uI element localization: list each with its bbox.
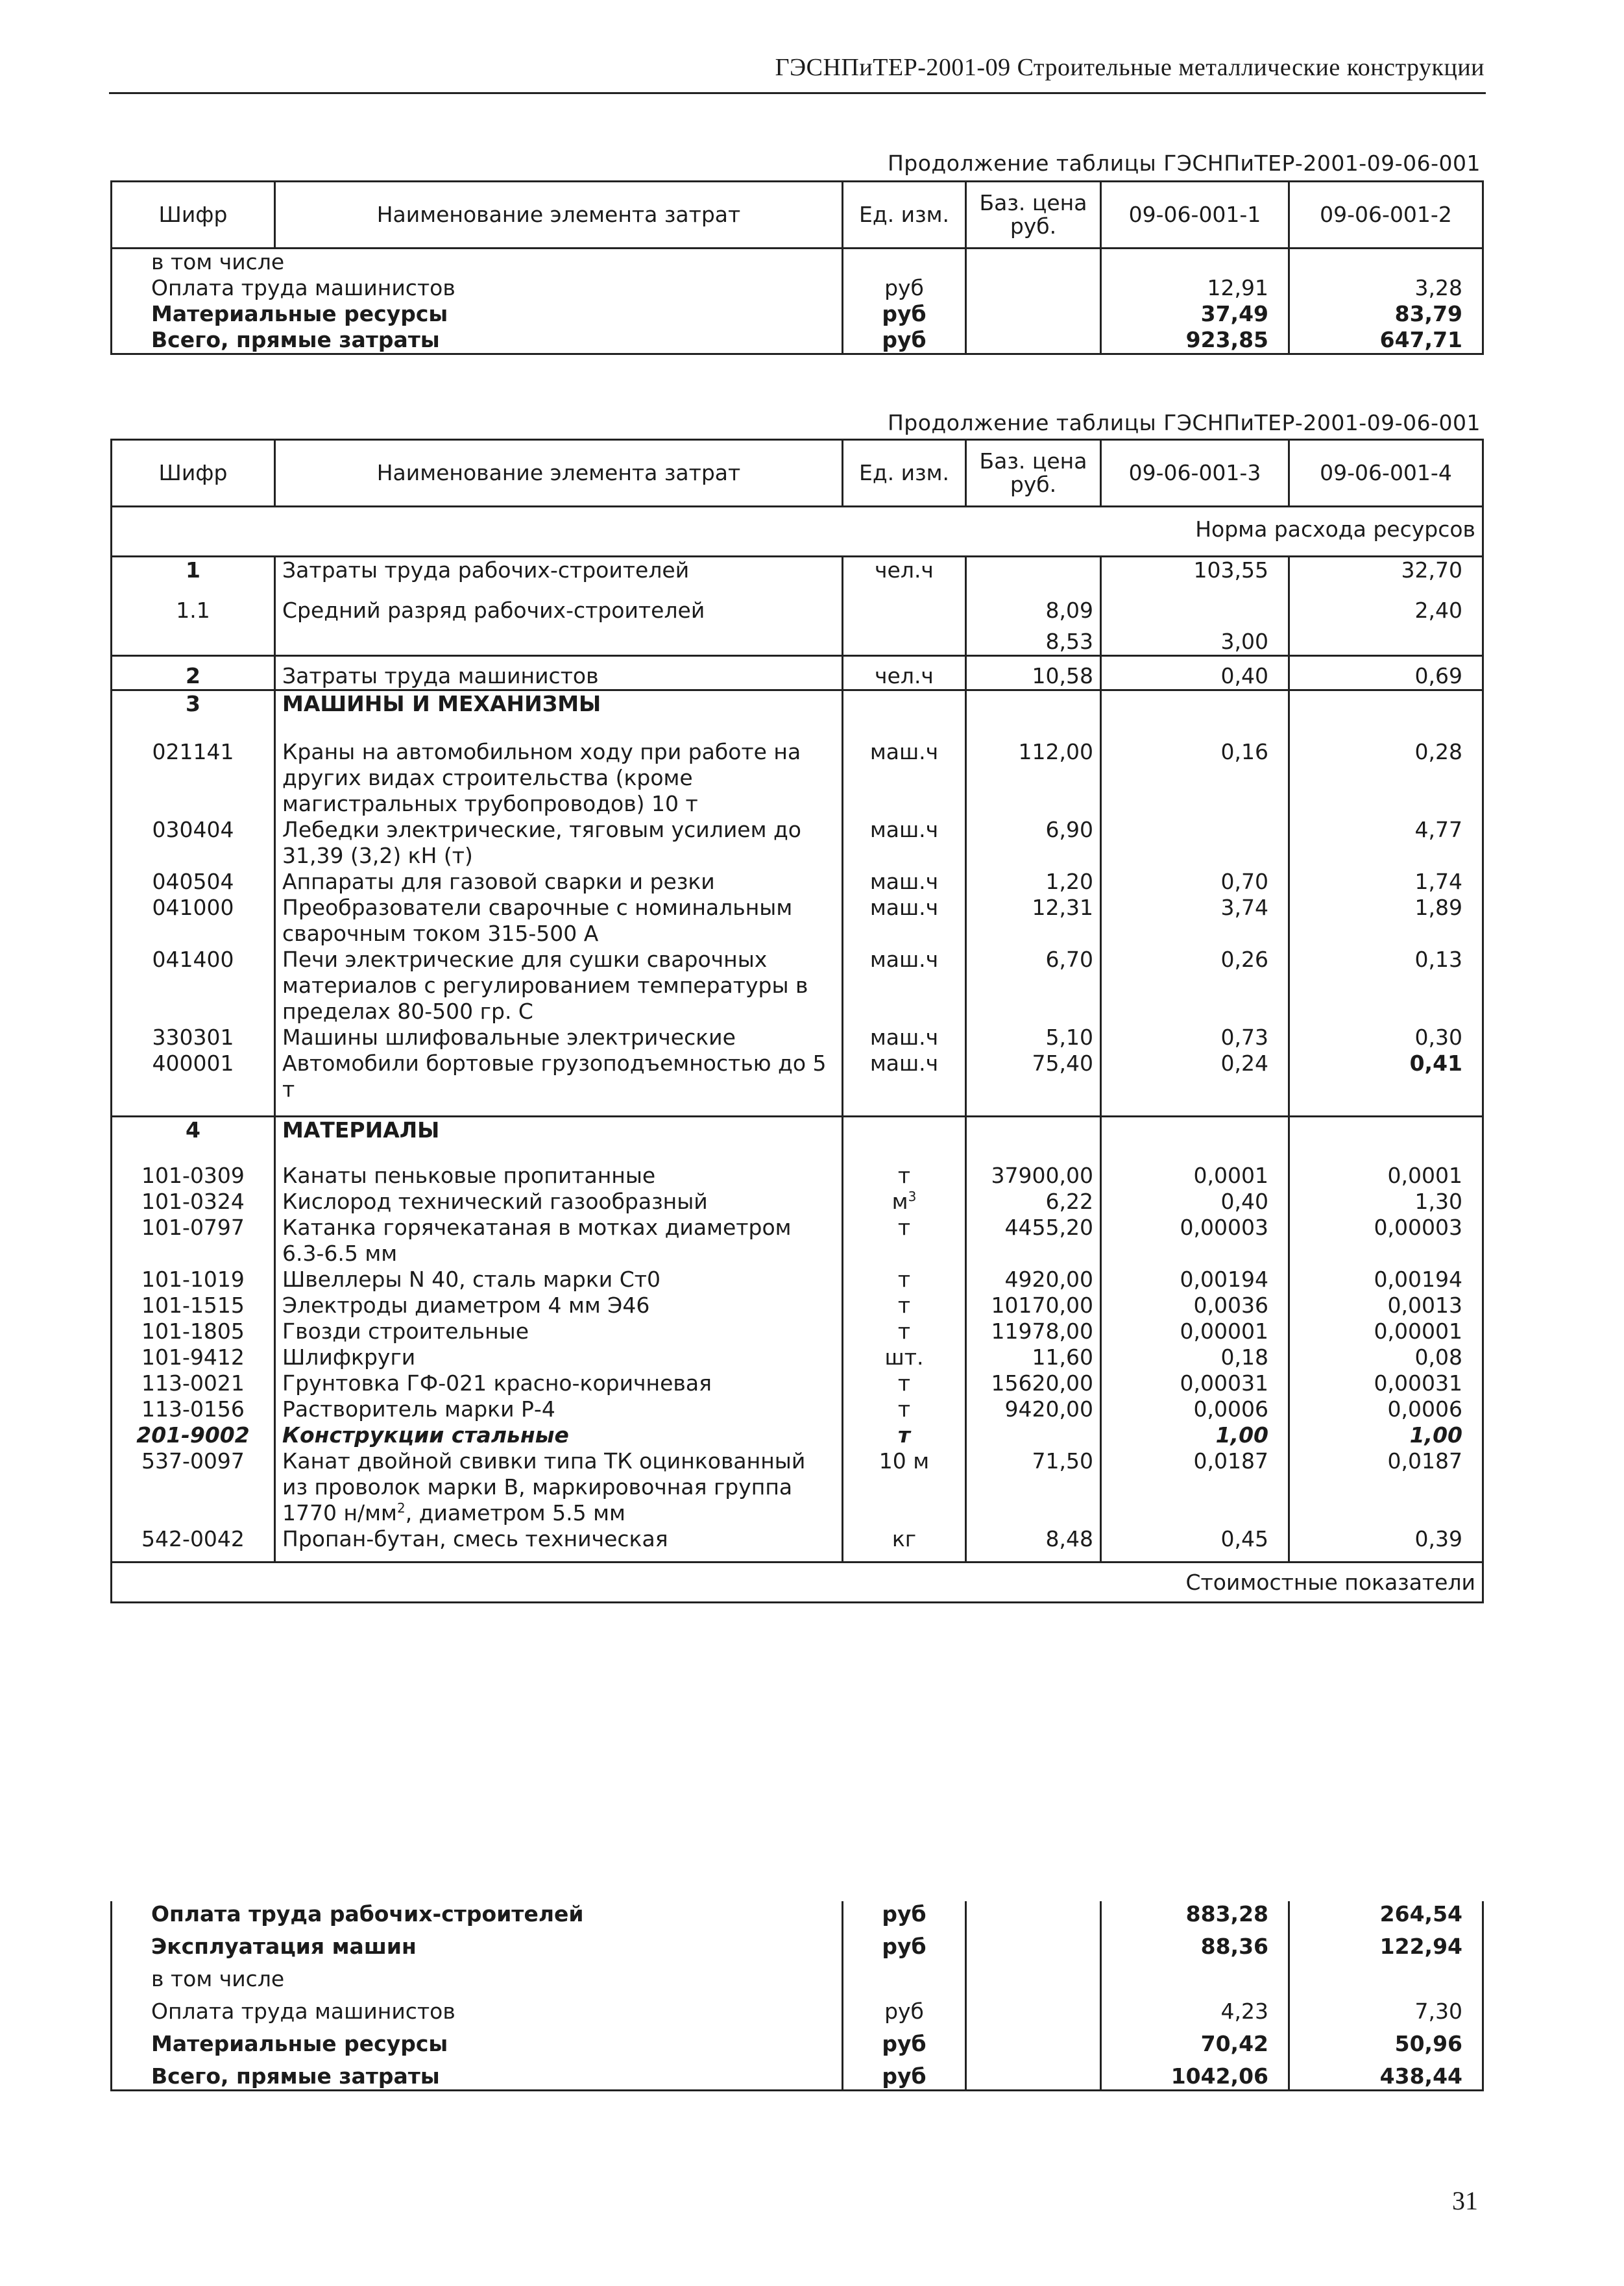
summary-label: в том числе: [112, 1960, 843, 1992]
row-v1: 3,74: [1101, 895, 1289, 947]
row-name: Катанка горячекатаная в мотках диаметром 6.3-6.5 мм: [275, 1215, 843, 1267]
row-v1: 0,24: [1101, 1051, 1289, 1117]
cost-label: Стоимостные показатели: [112, 1570, 1483, 1602]
row-v2: 0,30: [1289, 1025, 1483, 1051]
row-name: [275, 1448, 843, 1526]
summary-v2: 7,30: [1289, 1992, 1483, 2025]
table-row: [112, 1215, 1483, 1267]
row-name: Затраты труда рабочих-строителей: [275, 557, 843, 584]
row-v1: 0,0001: [1101, 1143, 1289, 1189]
row-name: Гвозди строительные: [275, 1319, 843, 1344]
table2-spacer-row: [112, 1563, 1483, 1570]
col-header-v2: 09-06-001-2: [1289, 182, 1483, 249]
col-header-unit: Ед. изм.: [843, 440, 966, 507]
row-price: 9420,00: [966, 1396, 1101, 1422]
row-code: 101-1805: [112, 1319, 275, 1344]
col-header-unit: Ед. изм.: [843, 182, 966, 249]
summary-unit: руб: [843, 1992, 966, 2025]
row-code: 041400: [112, 947, 275, 1025]
summary-unit: [843, 249, 966, 275]
table1: [110, 180, 1484, 249]
row-unit: т: [843, 1396, 966, 1422]
table-row: [112, 1526, 1483, 1563]
row-v2: 0,39: [1289, 1526, 1483, 1563]
summary-unit: руб: [843, 327, 966, 354]
summary-row: [112, 249, 1483, 275]
summary-v1: 70,42: [1101, 2025, 1289, 2057]
summary-v2: 264,54: [1289, 1901, 1483, 1927]
row-v2: 4,77: [1289, 817, 1483, 869]
row-v2: 0,00031: [1289, 1370, 1483, 1396]
summary-label: Оплата труда рабочих-строителей: [112, 1901, 843, 1927]
table-row: [112, 817, 1483, 869]
row-price: [966, 1422, 1101, 1448]
col-header-code: Шифр: [112, 440, 275, 507]
row-v1: 103,55: [1101, 557, 1289, 584]
summary-v1: [1101, 249, 1289, 275]
row-name-part: Канат двойной свивки типа ТК оцинкованный из проволок марки В, маркировочная группа 1770 н/мм: [282, 1448, 806, 1526]
row-name: Аппараты для газовой сварки и резки: [275, 869, 843, 895]
section-row: [112, 1117, 1483, 1144]
row-v1: 0,45: [1101, 1526, 1289, 1563]
table-row: [112, 1396, 1483, 1422]
summary-v1: 883,28: [1101, 1901, 1289, 1927]
summary-unit: руб: [843, 275, 966, 301]
row-v2: 2,40: [1289, 583, 1483, 624]
table-row: [112, 1189, 1483, 1215]
summary-row: [112, 1960, 1483, 1992]
col-header-price-line1: Баз. цена: [979, 190, 1087, 215]
row-unit: т: [843, 1267, 966, 1293]
table-row: [112, 1293, 1483, 1319]
row-name: Конструкции стальные: [275, 1422, 843, 1448]
summary-unit: руб: [843, 1927, 966, 1960]
row-code: 542-0042: [112, 1526, 275, 1563]
cost-label-row: [112, 1570, 1483, 1602]
summary-row: [112, 1927, 1483, 1960]
row-code: 537-0097: [112, 1448, 275, 1526]
table-row: [112, 869, 1483, 895]
running-header: ГЭСНПиТЕР-2001-09 Строительные металлические конструкции: [775, 54, 1485, 81]
row-name: Лебедки электрические, тяговым усилием до 31,39 (3,2) кН (т): [275, 817, 843, 869]
row-name: Средний разряд рабочих-строителей: [275, 583, 843, 624]
summary-v2: [1289, 1960, 1483, 1992]
row-unit: чел.ч: [843, 557, 966, 584]
row-code: 1.1: [112, 583, 275, 624]
row-v1: 0,16: [1101, 717, 1289, 817]
row-v1: 1,00: [1101, 1422, 1289, 1448]
summary-unit: руб: [843, 301, 966, 327]
row-code: 101-9412: [112, 1344, 275, 1370]
row-v2: 0,69: [1289, 656, 1483, 690]
header-rule: [109, 92, 1486, 94]
row-code: 113-0021: [112, 1370, 275, 1396]
row-name: МАТЕРИАЛЫ: [275, 1117, 843, 1144]
row-unit: т: [843, 1422, 966, 1448]
row-name: МАШИНЫ И МЕХАНИЗМЫ: [275, 690, 843, 718]
summary-v2: 438,44: [1289, 2057, 1483, 2091]
summary-v2: 50,96: [1289, 2025, 1483, 2057]
row-code: 1: [112, 557, 275, 584]
row-code: 101-0797: [112, 1215, 275, 1267]
summary-label: Материальные ресурсы: [112, 301, 843, 327]
row-v2: 0,08: [1289, 1344, 1483, 1370]
row-v1: 0,00001: [1101, 1319, 1289, 1344]
row-price: 6,90: [966, 817, 1101, 869]
row-unit-sup: 3: [908, 1189, 917, 1204]
row-name-part: , диаметром 5.5 мм: [405, 1500, 625, 1526]
norm-label: Норма расхода ресурсов: [112, 517, 1483, 557]
row-name: Грунтовка ГФ-021 красно-коричневая: [275, 1370, 843, 1396]
norm-label-row: [112, 517, 1483, 557]
row-name: Автомобили бортовые грузоподъемностью до 5 т: [275, 1051, 843, 1117]
row-name: Шлифкруги: [275, 1344, 843, 1370]
summary-label: Материальные ресурсы: [112, 2025, 843, 2057]
summary-v2: 122,94: [1289, 1927, 1483, 1960]
row-price: 75,40: [966, 1051, 1101, 1117]
row-price: 8,09: [966, 583, 1101, 624]
summary-unit: руб: [843, 1901, 966, 1927]
row-price: 5,10: [966, 1025, 1101, 1051]
table-row: [112, 1344, 1483, 1370]
summary-row: [112, 275, 1483, 301]
table-row: [112, 624, 1483, 656]
summary-unit: [843, 1960, 966, 1992]
row-code: [112, 624, 275, 656]
summary-label: Оплата труда машинистов: [112, 1992, 843, 2025]
row-price: 4455,20: [966, 1215, 1101, 1267]
row-name: Пропан-бутан, смесь техническая: [275, 1526, 843, 1563]
row-v2: 0,0001: [1289, 1143, 1483, 1189]
summary-row: [112, 301, 1483, 327]
row-price: 8,53: [966, 624, 1101, 656]
row-name: Швеллеры N 40, сталь марки Ст0: [275, 1267, 843, 1293]
row-v2: 1,30: [1289, 1189, 1483, 1215]
row-unit: маш.ч: [843, 869, 966, 895]
row-unit: [843, 624, 966, 656]
row-v1: [1101, 817, 1289, 869]
row-name: Краны на автомобильном ходу при работе на других видах строительства (кроме магистральных трубопроводов) 10 т: [275, 717, 843, 817]
table1-continuation-caption: Продолжение таблицы ГЭСНПиТЕР-2001-09-06-001: [887, 151, 1481, 176]
summary-label: Всего, прямые затраты: [112, 2057, 843, 2091]
table-row: [112, 1143, 1483, 1189]
row-name: [275, 624, 843, 656]
row-unit: т: [843, 1293, 966, 1319]
table1-summary: [110, 249, 1484, 355]
row-name: Машины шлифовальные электрические: [275, 1025, 843, 1051]
row-v1: 0,73: [1101, 1025, 1289, 1051]
row-price: 11,60: [966, 1344, 1101, 1370]
table-row: [112, 895, 1483, 947]
row-v1: 0,0036: [1101, 1293, 1289, 1319]
row-v1: 0,26: [1101, 947, 1289, 1025]
row-unit: маш.ч: [843, 817, 966, 869]
summary-price: [966, 249, 1101, 275]
row-name: Кислород технический газообразный: [275, 1189, 843, 1215]
row-unit: маш.ч: [843, 717, 966, 817]
row-v2: 0,41: [1289, 1051, 1483, 1117]
row-v2: 1,74: [1289, 869, 1483, 895]
summary-label: Всего, прямые затраты: [112, 327, 843, 354]
table-row: [112, 1025, 1483, 1051]
row-unit: 10 м: [843, 1448, 966, 1526]
row-code: 330301: [112, 1025, 275, 1051]
row-unit: т: [843, 1143, 966, 1189]
row-price: 12,31: [966, 895, 1101, 947]
row-v2: 0,0013: [1289, 1293, 1483, 1319]
row-code: 101-1515: [112, 1293, 275, 1319]
col-header-v1: 09-06-001-3: [1101, 440, 1289, 507]
row-v1: 0,40: [1101, 1189, 1289, 1215]
row-code: 4: [112, 1117, 275, 1144]
summary-row: [112, 2057, 1483, 2091]
row-unit: т: [843, 1319, 966, 1344]
table2-summary: [110, 1901, 1484, 2091]
table-row: [112, 717, 1483, 817]
row-name: Растворитель марки Р-4: [275, 1396, 843, 1422]
summary-row: [112, 1901, 1483, 1927]
row-unit: т: [843, 1215, 966, 1267]
row-name: Затраты труда машинистов: [275, 656, 843, 690]
summary-v1: 4,23: [1101, 1992, 1289, 2025]
summary-v1: 1042,06: [1101, 2057, 1289, 2091]
row-name: Печи электрические для сушки сварочных материалов с регулированием температуры в пределах 80-500 гр. С: [275, 947, 843, 1025]
row-code: 040504: [112, 869, 275, 895]
table-row: [112, 1422, 1483, 1448]
col-header-v2: 09-06-001-4: [1289, 440, 1483, 507]
col-header-v1: 09-06-001-1: [1101, 182, 1289, 249]
row-price: 8,48: [966, 1526, 1101, 1563]
table-row: [112, 1051, 1483, 1117]
summary-v2: [1289, 249, 1483, 275]
summary-v1: 12,91: [1101, 275, 1289, 301]
table2-header-row: [112, 440, 1483, 507]
row-v2: [1289, 624, 1483, 656]
col-header-name: Наименование элемента затрат: [275, 440, 843, 507]
summary-label: Эксплуатация машин: [112, 1927, 843, 1960]
summary-row: [112, 327, 1483, 354]
row-v1: 0,00031: [1101, 1370, 1289, 1396]
row-code: 201-9002: [112, 1422, 275, 1448]
row-price: 37900,00: [966, 1143, 1101, 1189]
row-price: 112,00: [966, 717, 1101, 817]
table2-continuation-caption: Продолжение таблицы ГЭСНПиТЕР-2001-09-06-001: [887, 410, 1481, 435]
summary-row: [112, 1992, 1483, 2025]
row-price: 1,20: [966, 869, 1101, 895]
row-price: 10170,00: [966, 1293, 1101, 1319]
table-row: [112, 557, 1483, 584]
summary-v1: [1101, 1960, 1289, 1992]
row-price: 6,70: [966, 947, 1101, 1025]
row-price: [966, 557, 1101, 584]
table-row: [112, 583, 1483, 624]
row-name: Электроды диаметром 4 мм Э46: [275, 1293, 843, 1319]
row-unit-base: м: [891, 1189, 908, 1214]
row-price: 71,50: [966, 1448, 1101, 1526]
summary-label: в том числе: [112, 249, 843, 275]
table-row: [112, 656, 1483, 690]
row-v1: 3,00: [1101, 624, 1289, 656]
row-v1: 0,00194: [1101, 1267, 1289, 1293]
row-v2: 32,70: [1289, 557, 1483, 584]
row-v1: 0,40: [1101, 656, 1289, 690]
row-v2: 0,00001: [1289, 1319, 1483, 1344]
row-name-sup: 2: [396, 1500, 406, 1516]
table2: [110, 439, 1484, 1603]
row-code: 101-1019: [112, 1267, 275, 1293]
row-price: 4920,00: [966, 1267, 1101, 1293]
row-name: Преобразователи сварочные с номинальным сварочным током 315-500 А: [275, 895, 843, 947]
summary-unit: руб: [843, 2057, 966, 2091]
row-price: 10,58: [966, 656, 1101, 690]
row-code: 113-0156: [112, 1396, 275, 1422]
table2-spacer-row: [112, 507, 1483, 517]
table-row: [112, 1448, 1483, 1526]
row-code: 2: [112, 656, 275, 690]
row-unit: маш.ч: [843, 1025, 966, 1051]
row-unit: т: [843, 1370, 966, 1396]
page-number: 31: [1452, 2186, 1478, 2215]
row-name: Канаты пеньковые пропитанные: [275, 1143, 843, 1189]
summary-v2: 647,71: [1289, 327, 1483, 354]
row-unit: [843, 1189, 966, 1215]
row-price: 6,22: [966, 1189, 1101, 1215]
row-unit: шт.: [843, 1344, 966, 1370]
table-row: [112, 1370, 1483, 1396]
row-code: 101-0324: [112, 1189, 275, 1215]
row-code: 021141: [112, 717, 275, 817]
row-price: 11978,00: [966, 1319, 1101, 1344]
row-v2: 0,00003: [1289, 1215, 1483, 1267]
row-code: 400001: [112, 1051, 275, 1117]
summary-v1: 37,49: [1101, 301, 1289, 327]
row-v2: 1,00: [1289, 1422, 1483, 1448]
row-unit: чел.ч: [843, 656, 966, 690]
row-v1: 0,18: [1101, 1344, 1289, 1370]
summary-v1: 88,36: [1101, 1927, 1289, 1960]
row-v1: 0,00003: [1101, 1215, 1289, 1267]
row-v1: 0,0187: [1101, 1448, 1289, 1526]
row-v1: 0,0006: [1101, 1396, 1289, 1422]
table-row: [112, 947, 1483, 1025]
row-unit: маш.ч: [843, 895, 966, 947]
row-v2: 0,28: [1289, 717, 1483, 817]
col-header-name: Наименование элемента затрат: [275, 182, 843, 249]
row-v2: 0,0006: [1289, 1396, 1483, 1422]
row-v1: 0,70: [1101, 869, 1289, 895]
col-header-price-line2: руб.: [1010, 213, 1057, 239]
summary-v1: 923,85: [1101, 327, 1289, 354]
col-header-price: [966, 182, 1101, 249]
row-v1: [1101, 583, 1289, 624]
row-unit: маш.ч: [843, 947, 966, 1025]
summary-v2: 3,28: [1289, 275, 1483, 301]
col-header-price-line1: Баз. цена: [979, 448, 1087, 474]
row-price: 15620,00: [966, 1370, 1101, 1396]
row-code: 041000: [112, 895, 275, 947]
table1-header-row: [112, 182, 1483, 249]
col-header-price: [966, 440, 1101, 507]
row-unit: кг: [843, 1526, 966, 1563]
summary-label: Оплата труда машинистов: [112, 275, 843, 301]
row-v2: 1,89: [1289, 895, 1483, 947]
row-v2: 0,13: [1289, 947, 1483, 1025]
row-v2: 0,00194: [1289, 1267, 1483, 1293]
table-row: [112, 1319, 1483, 1344]
row-v2: 0,0187: [1289, 1448, 1483, 1526]
row-code: 3: [112, 690, 275, 718]
summary-row: [112, 2025, 1483, 2057]
col-header-code: Шифр: [112, 182, 275, 249]
row-unit: [843, 583, 966, 624]
table-row: [112, 1267, 1483, 1293]
summary-v2: 83,79: [1289, 301, 1483, 327]
col-header-price-line2: руб.: [1010, 472, 1057, 497]
summary-unit: руб: [843, 2025, 966, 2057]
row-code: 101-0309: [112, 1143, 275, 1189]
row-code: 030404: [112, 817, 275, 869]
section-row: [112, 690, 1483, 718]
row-unit: маш.ч: [843, 1051, 966, 1117]
